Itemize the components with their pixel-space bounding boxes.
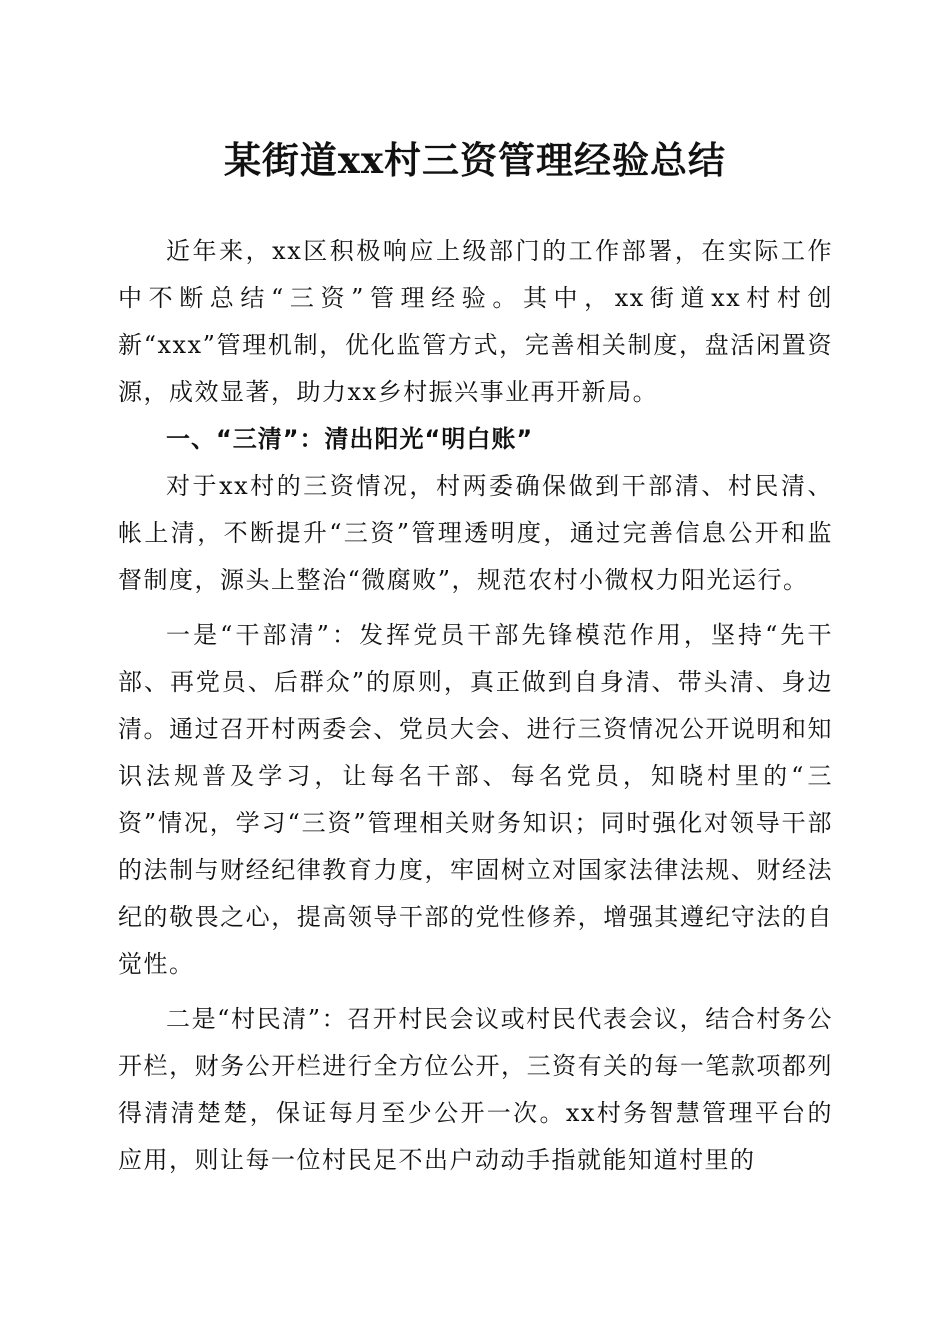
- section-heading-three-clears: 一、“三清”：清出阳光“明白账”: [166, 425, 534, 453]
- cadre-clear-paragraph: 一是“干部清”：发挥党员干部先锋模范作用，坚持“先干部、再党员、后群众”的原则，真正做到自身清、带头清、身边清。通过召开村两委会、党员大会、进行三资情况公开说明和知识法规普及学习，让每名干部、每名党员，知晓村里的“三资”情况，学习“三资”管理相关财务知识；同时强化对领导干部的法制与财经纪律教育力度，牢固树立对国家法律法规、财经法纪的敬畏之心，提高领导干部的党性修养，增强其遵纪守法的自觉性。: [118, 621, 833, 978]
- document-title: 某街道xx村三资管理经验总结: [223, 138, 727, 182]
- document-body: [118, 228, 833, 1184]
- villager-clear-paragraph: 二是“村民清”：召开村民会议或村民代表会议，结合村务公开栏，财务公开栏进行全方位公开，三资有关的每一笔款项都列得清清楚楚，保证每月至少公开一次。xx村务智慧管理平台的应用，则让每一位村民足不出户动动手指就能知道村里的: [118, 1005, 833, 1174]
- section-intro-paragraph: 对于xx村的三资情况，村两委确保做到干部清、村民清、帐上清，不断提升“三资”管理透明度，通过完善信息公开和监督制度，源头上整治“微腐败”，规范农村小微权力阳光运行。: [118, 472, 833, 594]
- intro-paragraph: 近年来，xx区积极响应上级部门的工作部署，在实际工作中不断总结“三资”管理经验。其中，xx街道xx村村创新“xxx”管理机制，优化监管方式，完善相关制度，盘活闲置资源，成效显著，助力xx乡村振兴事业再开新局。: [118, 237, 833, 406]
